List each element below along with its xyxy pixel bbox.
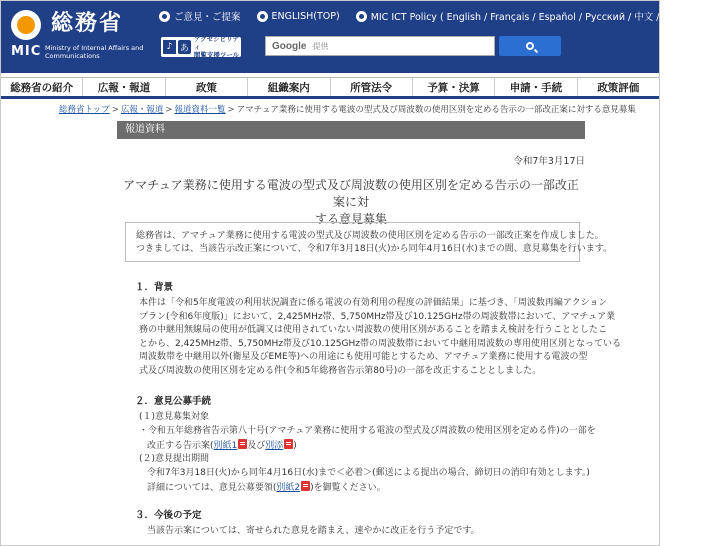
nav-item-evaluation[interactable]: 政策評価 [597, 82, 640, 94]
pdf-icon [284, 439, 293, 449]
nav-item-policy[interactable]: 政策 [166, 78, 248, 96]
background-line: 周波数帯を中継用以外(衛星及びEME等)への用途にも使用可能とするため、アマチュア業務に使用する電波の型 [139, 352, 588, 362]
breadcrumb-home[interactable]: 総務省トップ [59, 105, 110, 115]
details-suffix: )を御覧ください。 [310, 483, 386, 493]
breadcrumb-current: アマチュア業務に使用する電波の型式及び周波数の使用区別を定める告示の一部改正案に対する意見募集 [236, 105, 636, 115]
page-title-line1: アマチュア業務に使用する電波の型式及び周波数の使用区別を定める告示の一部改正案に対 [123, 178, 579, 209]
section-heading-background: １．背景 [135, 282, 174, 293]
procedure-item2: (２)意見提出期間 [139, 454, 210, 464]
bullet-icon [257, 11, 268, 22]
background-paragraph [139, 297, 622, 378]
breadcrumb-list[interactable]: 報道資料一覧 [174, 105, 226, 115]
procedure-period: 令和7年3月18日(火)から同年4月16日(水)まで＜必着＞(郵送による提出の場合、締切日の消印有効とします。) [147, 468, 590, 478]
future-text: 当該告示案については、寄せられた意見を踏まえ、速やかに改正を行う予定です。 [147, 526, 480, 536]
bullet-icon [356, 11, 367, 22]
summary-line: 総務省は、アマチュア業務に使用する電波の型式及び周波数の使用区別を定める告示の一部改正案を作成しました。 [136, 231, 604, 241]
pdf-icon [238, 439, 247, 449]
guideline-link[interactable]: 別紙2 [276, 483, 301, 493]
breadcrumb-sep: > [227, 105, 235, 115]
accessibility-label [194, 35, 241, 59]
site-header [1, 1, 691, 73]
accessibility-label-line2: 閲覧支援ツール [193, 51, 240, 59]
procedure-item1: (１)意見募集対象 [139, 412, 210, 422]
summary-line: つきましては、当該告示改正案について、令和7年3月18日(火)から同年4月16日(水)までの間、意見募集を行います。 [136, 244, 613, 254]
attachment1-link[interactable]: 別紙1 [213, 441, 238, 451]
accessibility-label-line1: アクセシビリティ [193, 35, 239, 51]
page-title [119, 177, 583, 228]
bullet-icon [159, 11, 170, 22]
procedure-target-line1: ・令和五年総務省告示第八十号(アマチュア業務に使用する電波の型式及び周波数の使用区別を定める件)の一部を [139, 426, 596, 436]
procedure-details [147, 481, 386, 496]
top-links [159, 9, 707, 23]
release-bar: 報道資料 [117, 121, 585, 139]
site-name: 総務省 [51, 11, 124, 36]
nav-item-about[interactable]: 総務省の紹介 [1, 78, 83, 96]
opinion-link-label: ご意見・ご提案 [174, 12, 241, 23]
section-heading-future: ３．今後の予定 [135, 510, 202, 521]
mic-logo-icon [11, 10, 41, 40]
text-icon: あ [178, 40, 191, 54]
target-prefix: 改正する告示案( [147, 441, 214, 451]
background-line: 本件は「令和5年度電波の利用状況調査に係る電波の有効利用の程度の評価結果」に基づき、「周波数再編アクション [139, 298, 608, 308]
background-line: 務の中継用無線局の使用が低調又は使用されていない周波数の使用区別があることを踏まえ検討を行うこととしたこ [139, 325, 608, 335]
pdf-icon [301, 481, 310, 491]
nav-item-press[interactable]: 広報・報道 [83, 78, 165, 96]
breadcrumb-sep: > [111, 105, 119, 115]
site-mic: MIC [11, 44, 42, 59]
section-heading-procedure: ２．意見公募手続 [135, 396, 212, 407]
nav-item-procedures[interactable]: 申請・手続 [495, 78, 577, 96]
procedure-target-line2 [147, 439, 297, 454]
breadcrumb-sep: > [165, 105, 173, 115]
accessibility-button[interactable] [161, 37, 241, 57]
policy-link-label: MIC ICT Policy ( English / Français / Español / Русский / 中文 / عربي ) [370, 12, 691, 23]
details-prefix: 詳細については、意見公募要領( [147, 483, 277, 493]
policy-link[interactable] [356, 9, 691, 23]
search-brand: Google [272, 40, 307, 52]
search-input[interactable] [265, 36, 495, 56]
summary-box [125, 222, 613, 262]
english-link[interactable] [257, 11, 340, 22]
nav-item-budget[interactable]: 予算・決算 [413, 78, 495, 96]
site-english-name: Ministry of Internal Affairs and Communications [45, 44, 144, 60]
breadcrumb-press[interactable]: 広報・報道 [120, 105, 164, 115]
global-nav [1, 77, 659, 99]
opinion-link[interactable] [159, 9, 241, 23]
speaker-icon: ♪ [163, 40, 176, 54]
background-line: とから、2,425MHz帯、5,750MHz帯及び10.125GHz帯の周波数帯において中継用周波数の専用使用区別となっている [139, 338, 622, 349]
background-line: 式及び周波数の使用区別を定める件(令和5年総務省告示第80号)の一部を改正することとしました。 [139, 365, 542, 376]
attachment2-link[interactable]: 別添 [265, 441, 284, 451]
english-link-label: ENGLISH(TOP) [271, 10, 340, 22]
release-date: 令和7年3月17日 [513, 156, 585, 167]
background-line: プラン(令和6年度版)」において、2,425MHz帯、5,750MHz帯及び10.125GHz帯の周波数帯において、アマチュア業 [139, 311, 616, 322]
search-icon [526, 42, 534, 50]
search-button[interactable] [499, 36, 561, 56]
page-title-line2: する意見募集 [314, 212, 387, 226]
site-logo[interactable] [9, 8, 149, 60]
target-between: 及び [247, 441, 266, 451]
nav-item-organization[interactable]: 組織案内 [248, 78, 330, 96]
nav-item-laws[interactable]: 所管法令 [331, 78, 413, 96]
breadcrumb [59, 103, 659, 115]
search-placeholder: 提供 [312, 41, 329, 51]
target-suffix: ) [293, 441, 297, 451]
